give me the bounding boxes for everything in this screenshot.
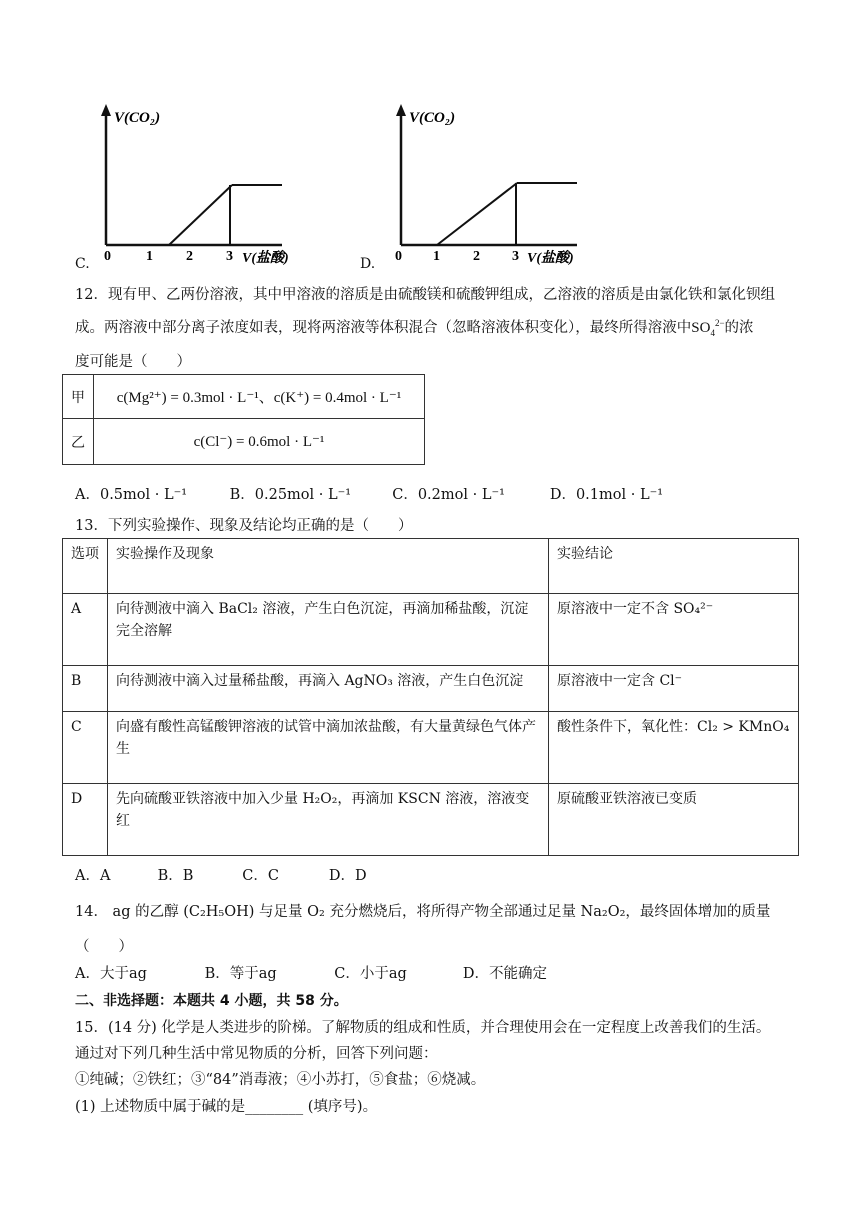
so4-ion: $SO_4^{2-}$ (691, 318, 725, 338)
q12-stem-line3: 度可能是（ ） (75, 354, 191, 370)
row-label: 甲 (63, 375, 94, 419)
option-b[interactable]: B．等于ag (204, 966, 277, 982)
row-operation: 向待测液中滴入过量稀盐酸，再滴入 AgNO₃ 溶液，产生白色沉淀 (108, 666, 549, 712)
q12-stem-line2 (75, 316, 754, 338)
option-c[interactable]: C．C (242, 868, 279, 884)
option-a[interactable]: A．0.5mol · L⁻¹ (75, 487, 188, 503)
header-operation: 实验操作及现象 (108, 539, 549, 594)
row-label: 乙 (63, 419, 94, 465)
tick-3: 3 (226, 249, 233, 264)
row-operation: 向盛有酸性高锰酸钾溶液的试管中滴加浓盐酸，有大量黄绿色气体产生 (108, 712, 549, 784)
row-option: A (63, 594, 108, 666)
header-option: 选项 (63, 539, 108, 594)
row-conclusion: 原硫酸亚铁溶液已变质 (549, 784, 799, 856)
q12-options (75, 483, 663, 504)
x-axis-label: V(盐酸) (527, 251, 574, 265)
table-header-row (63, 539, 799, 594)
q15-line3: ①纯碱；②铁红；③“84”消毒液；④小苏打，⑤食盐；⑥烧减。 (75, 1072, 486, 1088)
table-row (63, 712, 799, 784)
row-conclusion: 原溶液中一定不含 SO₄²⁻ (549, 594, 799, 666)
tick-1: 1 (433, 249, 440, 264)
q12-stem-line2-text: 成。两溶液中部分离子浓度如表，现将两溶液等体积混合（忽略溶液体积变化），最终所得溶液中 (75, 320, 692, 336)
q12-stem-line2-end: 的浓 (724, 320, 754, 336)
q13-options (75, 864, 367, 885)
y-axis-label: V(CO₂) (114, 110, 161, 126)
option-d[interactable]: D．D (328, 868, 367, 884)
option-d[interactable]: D．不能确定 (462, 966, 547, 982)
x-axis-label: V(盐酸) (242, 251, 289, 265)
table-row (63, 784, 799, 856)
tick-1: 1 (146, 249, 153, 264)
q14-options (75, 962, 547, 983)
table-row (63, 375, 425, 419)
row-conclusion: 酸性条件下，氧化性：Cl₂ > KMnO₄ (549, 712, 799, 784)
row-value: c(Mg²⁺) = 0.3mol · L⁻¹、c(K⁺) = 0.4mol · L⁻¹ (94, 375, 425, 419)
graph-d (387, 100, 597, 265)
q14-stem: 14． ag 的乙醇 (C₂H₅OH) 与足量 O₂ 充分燃烧后，将所得产物全部通过足量 Na₂O₂，最终固体增加的质量 (75, 904, 771, 920)
row-operation: 向待测液中滴入 BaCl₂ 溶液，产生白色沉淀，再滴加稀盐酸，沉淀完全溶解 (108, 594, 549, 666)
row-operation: 先向硫酸亚铁溶液中加入少量 H₂O₂，再滴加 KSCN 溶液，溶液变红 (108, 784, 549, 856)
figure-d-letter: D. (360, 256, 376, 272)
row-option: B (63, 666, 108, 712)
y-axis-label: V(CO₂) (409, 110, 456, 126)
q15-line4: (1) 上述物质中属于碱的是________ (填序号)。 (75, 1099, 378, 1115)
q14-paren: （ ） (75, 939, 133, 955)
q15-line2: 通过对下列几种生活中常见物质的分析，回答下列问题： (75, 1046, 438, 1062)
q12-stem-line1: 12．现有甲、乙两份溶液，其中甲溶液的溶质是由硫酸镁和硫酸钾组成，乙溶液的溶质是由氯化铁和氯化钡组 (75, 287, 775, 303)
row-option: C (63, 712, 108, 784)
tick-0: 0 (395, 249, 402, 264)
option-a[interactable]: A．大于ag (75, 966, 147, 982)
option-d[interactable]: D．0.1mol · L⁻¹ (549, 487, 664, 503)
q13-experiment-table (62, 538, 799, 856)
row-conclusion: 原溶液中一定含 Cl⁻ (549, 666, 799, 712)
graph-c (92, 100, 302, 265)
header-conclusion: 实验结论 (549, 539, 799, 594)
q12-ion-table (62, 374, 425, 465)
figure-c-letter: C. (75, 256, 90, 272)
tick-2: 2 (186, 249, 193, 264)
table-row (63, 666, 799, 712)
row-value: c(Cl⁻) = 0.6mol · L⁻¹ (94, 419, 425, 465)
option-c[interactable]: C．0.2mol · L⁻¹ (392, 487, 505, 503)
option-b[interactable]: B．B (157, 868, 194, 884)
q13-stem: 13．下列实验操作、现象及结论均正确的是（ ） (75, 518, 413, 534)
table-row (63, 419, 425, 465)
row-option: D (63, 784, 108, 856)
option-a[interactable]: A．A (75, 868, 111, 884)
q15-line1: 15．(14 分) 化学是人类进步的阶梯。了解物质的组成和性质，并合理使用会在一定程度上改善我们的生活。 (75, 1020, 771, 1036)
tick-0: 0 (104, 249, 111, 264)
table-row (63, 594, 799, 666)
option-b[interactable]: B．0.25mol · L⁻¹ (229, 487, 352, 503)
tick-2: 2 (473, 249, 480, 264)
option-c[interactable]: C．小于ag (334, 966, 407, 982)
tick-3: 3 (512, 249, 519, 264)
section-heading: 二、非选择题：本题共 4 小题，共 58 分。 (75, 993, 348, 1009)
